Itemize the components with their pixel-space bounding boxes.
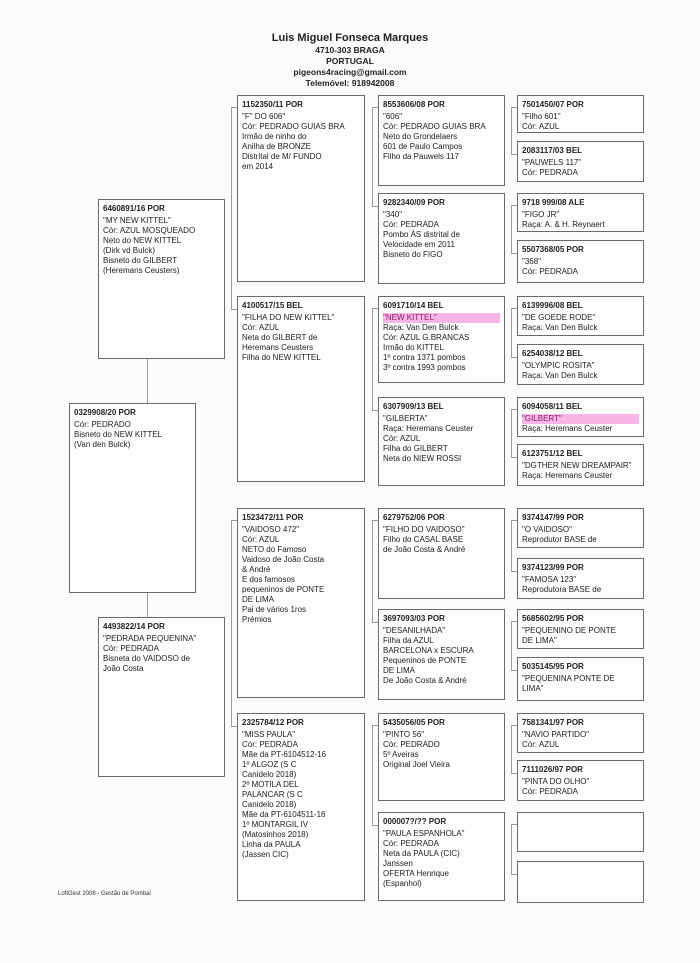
footer-credit: LoftGest 2008 - Gestão de Pombal <box>58 891 151 897</box>
pigeon-nickname: "PINTA DO OLHO" <box>522 777 590 786</box>
pigeon-detail: Cór: PEDRADA <box>103 644 160 653</box>
pigeon-detail: Neto do Grondelaers <box>383 132 458 141</box>
ring-number: 6460891/16 POR <box>103 204 165 213</box>
ring-number: 3697093/03 POR <box>383 614 445 623</box>
ring-number: 1152350/11 POR <box>242 100 303 109</box>
pigeon-detail: OFERTA Henrique <box>383 869 449 878</box>
ring-number: 8553606/08 POR <box>383 100 445 109</box>
pigeon-detail: PALANCAR (S C <box>242 790 303 799</box>
gg-2-box <box>378 193 505 284</box>
ring-number: 7501450/07 POR <box>522 100 584 109</box>
ring-number: 4100517/15 BEL <box>242 301 303 310</box>
ggg-9-box <box>517 508 644 548</box>
granddam-paternal-box <box>237 296 365 482</box>
pigeon-detail: Neta do GILBERT de <box>242 333 318 342</box>
pigeon-detail: Pequeninos de PONTE <box>383 656 467 665</box>
pigeon-detail: João Costa <box>103 664 144 673</box>
dam-box <box>98 617 225 777</box>
pigeon-nickname: "PEDRADA PEQUENINA" <box>103 634 197 643</box>
pigeon-detail: Linha da PAULA <box>242 840 301 849</box>
ring-number: 9374147/99 POR <box>522 513 584 522</box>
pigeon-detail: Canidelo 2018) <box>242 770 297 779</box>
pigeon-nickname: "O VAIDOSO" <box>522 525 572 534</box>
sire-box <box>98 199 225 359</box>
pigeon-detail: 1º MONTARGIL IV <box>242 820 309 829</box>
pigeon-detail: Irmão do KITTEL <box>383 343 444 352</box>
pigeon-detail: Neta do NIEW ROSSI <box>383 454 462 463</box>
pigeon-nickname: "NAVIO PARTIDO" <box>522 730 590 739</box>
ring-number: 5507368/05 POR <box>522 245 584 254</box>
gg-5-box <box>378 508 505 599</box>
pigeon-nickname: "OLYMPIC ROSITA" <box>522 361 595 370</box>
pigeon-detail: NETO do Famoso <box>242 545 307 554</box>
pigeon-detail: Janssen <box>383 859 413 868</box>
ring-number: 9718 999/08 ALE <box>522 198 585 207</box>
pigeon-detail: Reprodutora BASE de <box>522 585 602 594</box>
pigeon-nickname: "FAMOSA 123" <box>522 575 577 584</box>
ring-number: 5685602/95 POR <box>522 614 584 623</box>
ggg-11-box <box>517 609 644 649</box>
pigeon-detail: Neta da PAULA (CIC) <box>383 849 460 858</box>
pigeon-detail: Cór: PEDRADA <box>383 220 440 229</box>
pigeon-detail: & André <box>242 565 271 574</box>
pigeon-detail: (Espanhol) <box>383 879 422 888</box>
ring-number: 2083117/03 BEL <box>522 146 583 155</box>
pigeon-detail: em 2014 <box>242 162 274 171</box>
ring-number: 5035145/95 POR <box>522 662 584 671</box>
ring-number: 000007?/?? POR <box>383 817 447 826</box>
pigeon-nickname: "GILBERT" <box>522 414 639 424</box>
pigeon-detail: Cór: AZUL <box>522 740 560 749</box>
pigeon-detail: 601 de Paulo Campos <box>383 142 463 151</box>
pigeon-detail: Bisneto do FIGO <box>383 250 443 259</box>
owner-country: PORTUGAL <box>326 56 374 66</box>
ring-number: 7111026/97 POR <box>522 765 583 774</box>
ggg-12-box <box>517 657 644 701</box>
pigeon-detail: Cór: AZUL <box>242 323 280 332</box>
pigeon-detail: 2º MOTILA DEL <box>242 780 299 789</box>
ggg-8-box <box>517 444 644 486</box>
ggg-15-box <box>517 812 644 852</box>
pigeon-detail: Cór: PEDRADO <box>383 740 440 749</box>
pigeon-detail: Raça: Heremans Ceuster <box>522 424 613 433</box>
pigeon-detail: Cór: AZUL <box>383 434 421 443</box>
pigeon-detail: Raça: Heremans Ceuster <box>522 471 613 480</box>
pigeon-detail: Bisneto do NEW KITTEL <box>74 430 163 439</box>
pigeon-detail: DE LIMA <box>383 666 416 675</box>
ring-number: 5435056/05 POR <box>383 718 445 727</box>
owner-name: Luis Miguel Fonseca Marques <box>271 32 429 44</box>
pigeon-detail: Cór: AZUL <box>242 535 280 544</box>
pigeon-detail: (Dirk vd Bulck) <box>103 246 156 255</box>
ggg-16-box <box>517 861 644 903</box>
pigeon-detail: pequeninos de PONTE <box>242 585 325 594</box>
ring-number: 6139996/08 BEL <box>522 301 583 310</box>
pigeon-detail: Filho do CASAL BASE <box>383 535 464 544</box>
pigeon-detail: Mãe da PT-6104511-16 <box>242 810 326 819</box>
pigeon-detail: Raça: Heremans Ceuster <box>383 424 474 433</box>
pigeon-detail: Raça: Van Den Bulck <box>522 323 598 332</box>
pigeon-detail: Bisneta do VAIDOSO de <box>103 654 191 663</box>
pigeon-nickname: "Filho 601" <box>522 112 561 121</box>
pigeon-detail: de João Costa & André <box>383 545 466 554</box>
ggg-3-box <box>517 193 644 232</box>
pigeon-detail: BARCELONA x ESCURA <box>383 646 474 655</box>
ggg-7-box <box>517 397 644 437</box>
ring-number: 0329908/20 POR <box>74 408 136 417</box>
pigeon-nickname: "DE GOEDE RODE" <box>522 313 596 322</box>
ring-number: 6307909/13 BEL <box>383 402 444 411</box>
pigeon-detail: 1º ALGOZ (S C <box>242 760 297 769</box>
ring-number: 6123751/12 BEL <box>522 449 583 458</box>
ggg-4-box <box>517 240 644 283</box>
pigeon-nickname: "FIGO JR" <box>522 210 560 219</box>
pigeon-nickname: "PAULA ESPANHOLA" <box>383 829 465 838</box>
ggg-5-box <box>517 296 644 336</box>
pigeon-nickname: "PINTO 56" <box>383 730 425 739</box>
gg-6-box <box>378 609 505 700</box>
ggg-10-box <box>517 558 644 599</box>
grandsire-paternal-box <box>237 95 365 282</box>
pigeon-detail: Vaidoso de João Costa <box>242 555 325 564</box>
pigeon-detail: Filha do GILBERT <box>383 444 448 453</box>
pigeon-detail: Cór: AZUL G.BRANCAS <box>383 333 470 342</box>
pigeon-detail: DE LIMA <box>242 595 275 604</box>
ring-number: 9374123/99 POR <box>522 563 584 572</box>
owner-email: pigeons4racing@gmail.com <box>293 67 407 77</box>
pigeon-detail: 5º Aveiras <box>383 750 419 759</box>
pigeon-nickname: "VAIDOSO 472" <box>242 525 300 534</box>
pigeon-detail: (Matosinhos 2018) <box>242 830 309 839</box>
pigeon-detail: Bisneto do GILBERT <box>103 256 178 265</box>
pigeon-nickname: "DGTHER NEW DREAMPAIR" <box>522 461 632 470</box>
pigeon-detail: Cór: PEDRADA <box>522 267 579 276</box>
gg-4-box <box>378 397 505 486</box>
ggg-1-box <box>517 95 644 133</box>
pigeon-detail: (Heremans Ceusters) <box>103 266 180 275</box>
pigeon-detail: (Jassen CIC) <box>242 850 289 859</box>
pigeon-detail: Cór: PEDRADO GUIAS BRA <box>242 122 345 131</box>
pigeon-detail: De João Costa & André <box>383 676 467 685</box>
pigeon-nickname: "340" <box>383 210 403 219</box>
pigeon-detail: Cór: PEDRADO GUIAS BRA <box>383 122 486 131</box>
pigeon-detail: Filha do NEW KITTEL <box>242 353 321 362</box>
pigeon-detail: Heremans Ceusters <box>242 343 314 352</box>
gg-8-box <box>378 812 505 901</box>
pigeon-nickname: "DESANILHADA" <box>383 626 446 635</box>
owner-address: 4710-303 BRAGA <box>315 45 385 55</box>
pigeon-detail: Raça: Van Den Bulck <box>383 323 459 332</box>
ring-number: 9282340/09 POR <box>383 198 445 207</box>
pigeon-detail: Distrital de M/ FUNDO <box>242 152 322 161</box>
pigeon-detail: Cór: PEDRADA <box>522 787 579 796</box>
ggg-6-box <box>517 344 644 385</box>
pigeon-detail: Cór: PEDRADO <box>74 420 131 429</box>
ring-number: 7581341/97 POR <box>522 718 584 727</box>
pigeon-nickname: "GILBERTA" <box>383 414 428 423</box>
pigeon-detail: Cór: AZUL <box>522 122 560 131</box>
ggg-14-box <box>517 760 644 801</box>
owner-phone: Telemóvel: 918942008 <box>305 78 395 88</box>
pigeon-nickname: "NEW KITTEL" <box>383 313 500 323</box>
pigeon-detail: Irmão de ninho do <box>242 132 307 141</box>
gg-7-box <box>378 713 505 801</box>
pigeon-detail: Raça: Van Den Bulck <box>522 371 598 380</box>
pigeon-detail: LIMA" <box>522 684 544 693</box>
ggg-2-box <box>517 141 644 182</box>
subject-pigeon-box <box>69 403 196 593</box>
pigeon-nickname: "606" <box>383 112 403 121</box>
pigeon-detail: E dos famosos <box>242 575 295 584</box>
ring-number: 6279752/06 POR <box>383 513 445 522</box>
pigeon-detail: Original Joel Vieira <box>383 760 450 769</box>
pigeon-detail: Cór: PEDRADA <box>522 168 579 177</box>
pigeon-detail: Filho da Pauwels 117 <box>383 152 459 161</box>
grandsire-maternal-box <box>237 508 365 698</box>
ring-number: 4493822/14 POR <box>103 622 165 631</box>
pigeon-nickname: "MISS PAULA" <box>242 730 296 739</box>
ggg-13-box <box>517 713 644 753</box>
ring-number: 2325784/12 POR <box>242 718 304 727</box>
pigeon-nickname: "MY NEW KITTEL" <box>103 216 171 225</box>
pigeon-detail: Cór: AZUL MOSQUEADO <box>103 226 196 235</box>
pigeon-detail: Pai de vários 1ros <box>242 605 307 614</box>
pigeon-detail: (Van den Bulck) <box>74 440 131 449</box>
owner-header <box>0 32 700 89</box>
pigeon-detail: Cór: PEDRADA <box>242 740 299 749</box>
pigeon-detail: Anilha de BRONZE <box>242 142 311 151</box>
gg-3-box <box>378 296 505 383</box>
pigeon-detail: Pombo ÁS distrital de <box>383 230 460 239</box>
pigeon-detail: DE LIMA" <box>522 636 557 645</box>
pigeon-detail: Canidelo 2018) <box>242 800 297 809</box>
ring-number: 6094058/11 BEL <box>522 402 583 411</box>
pigeon-nickname: "368" <box>522 257 542 266</box>
pigeon-nickname: "PEQUENINO DE PONTE <box>522 626 616 635</box>
ring-number: 6254038/12 BEL <box>522 349 583 358</box>
pigeon-nickname: "FILHA DO NEW KITTEL" <box>242 313 335 322</box>
pigeon-nickname: "F" DO 606" <box>242 112 286 121</box>
pigeon-detail: 3º contra 1993 pombos <box>383 363 466 372</box>
pigeon-detail: Velocidade em 2011 <box>383 240 455 249</box>
ring-number: 6091710/14 BEL <box>383 301 444 310</box>
pigeon-nickname: "PAUWELS 117" <box>522 158 582 167</box>
pigeon-detail: Filha da AZUL <box>383 636 434 645</box>
pigeon-nickname: "FILHO DO VAIDOSO" <box>383 525 465 534</box>
pigeon-detail: Raça: A. & H. Reynaert <box>522 220 605 229</box>
pigeon-detail: Cór: PEDRADA <box>383 839 440 848</box>
pigeon-nickname: "PEQUENINA PONTE DE <box>522 674 615 683</box>
pigeon-detail: Mãe da PT-6104512-16 <box>242 750 327 759</box>
pigeon-detail: Neto do NEW KITTEL <box>103 236 182 245</box>
pigeon-detail: Prémios <box>242 615 272 624</box>
gg-1-box <box>378 95 505 186</box>
ring-number: 1523472/11 POR <box>242 513 304 522</box>
pigeon-detail: Reprodutor BASE de <box>522 535 597 544</box>
granddam-maternal-box <box>237 713 365 901</box>
pigeon-detail: 1º contra 1371 pombos <box>383 353 466 362</box>
